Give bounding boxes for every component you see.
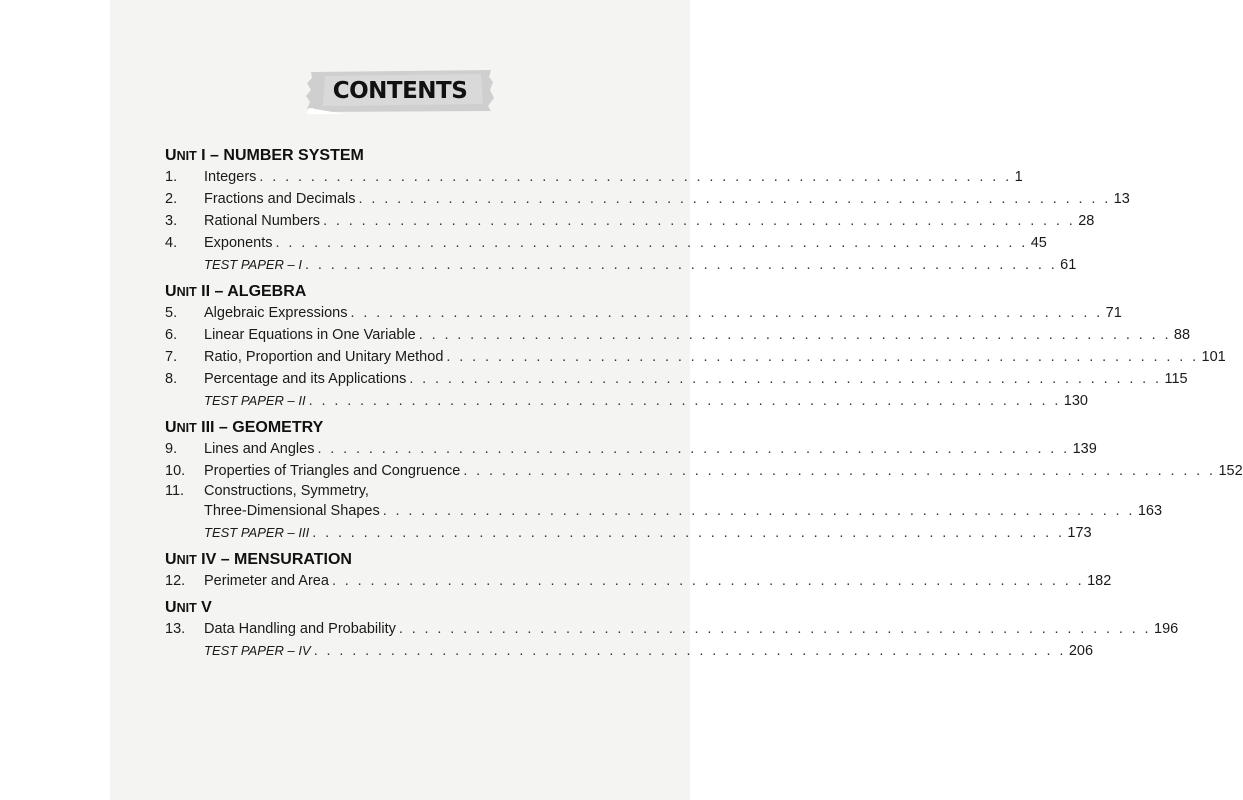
leader-dots: . . . . . . . . . . . . . . . . . . . . . . . . . . . . . . . . . . . . . . . . . . . . . . . . . . . . . . . . . . . [398, 621, 1151, 637]
chapter-entry[interactable] [165, 570, 1112, 592]
chapter-number: 5. [165, 305, 178, 321]
page-number: 45 [1030, 235, 1047, 251]
page-number: 61 [1060, 257, 1077, 273]
leader-dots: . . . . . . . . . . . . . . . . . . . . . . . . . . . . . . . . . . . . . . . . . . . . . . . . . . . . . . . . . . . [312, 525, 1065, 541]
chapter-entry[interactable] [165, 346, 1226, 368]
leader-dots: . . . . . . . . . . . . . . . . . . . . . . . . . . . . . . . . . . . . . . . . . . . . . . . . . . . . . . . . . . . [331, 573, 1085, 589]
chapter-title: Ratio, Proportion and Unitary Method [204, 349, 444, 365]
page-number: 152 [1218, 463, 1243, 479]
unit-prefix: U [165, 551, 177, 568]
chapter-number: 6. [165, 327, 178, 343]
leader-dots: . . . . . . . . . . . . . . . . . . . . . . . . . . . . . . . . . . . . . . . . . . . . . . . . . . . . . . . . . . . [313, 643, 1066, 659]
chapter-entry[interactable] [165, 232, 1047, 254]
page-number: 182 [1087, 573, 1112, 589]
unit-heading [165, 146, 635, 166]
unit-prefix-small: NIT [176, 553, 197, 567]
test-paper-entry[interactable] [165, 254, 1077, 276]
test-paper-entry[interactable] [165, 522, 1092, 544]
leader-dots: . . . . . . . . . . . . . . . . . . . . . . . . . . . . . . . . . . . . . . . . . . . . . . . . . . . . . . . . . . . [463, 463, 1216, 479]
chapter-number: 12. [165, 573, 186, 589]
test-paper-entry[interactable] [165, 640, 1094, 662]
chapter-title: Perimeter and Area [204, 573, 329, 589]
chapter-number: 1. [165, 169, 178, 185]
page-number: 173 [1067, 525, 1092, 541]
chapter-entry[interactable] [165, 324, 1191, 346]
unit-prefix: U [165, 599, 177, 616]
chapter-entry[interactable] [165, 368, 1188, 390]
chapter-title-continued: Three-Dimensional Shapes [204, 503, 380, 519]
chapter-entry[interactable] [165, 210, 1095, 232]
chapter-title: Linear Equations in One Variable [204, 327, 416, 343]
unit-prefix-small: NIT [176, 421, 197, 435]
leader-dots: . . . . . . . . . . . . . . . . . . . . . . . . . . . . . . . . . . . . . . . . . . . . . . . . . . . . . . . . . . . [350, 305, 1103, 321]
page-number: 88 [1173, 327, 1191, 343]
chapter-title: Constructions, Symmetry, [204, 483, 369, 499]
chapter-number: 8. [165, 371, 178, 387]
leader-dots: . . . . . . . . . . . . . . . . . . . . . . . . . . . . . . . . . . . . . . . . . . . . . . . . . . . . . . . . . . . [275, 235, 1028, 251]
leader-dots: . . . . . . . . . . . . . . . . . . . . . . . . . . . . . . . . . . . . . . . . . . . . . . . . . . . . . . . . . . . [317, 441, 1070, 457]
unit-prefix-small: NIT [176, 149, 197, 163]
test-paper-entry[interactable] [165, 390, 1088, 412]
chapter-entry[interactable] [165, 188, 1130, 210]
unit-prefix: U [165, 283, 177, 300]
chapter-title: TEST PAPER – III [204, 525, 310, 540]
page-number: 13 [1113, 191, 1130, 207]
page-number: 139 [1072, 441, 1097, 457]
chapter-number: 2. [165, 191, 178, 207]
chapter-title: Fractions and Decimals [204, 191, 356, 207]
unit-heading [165, 550, 635, 570]
chapter-title: Rational Numbers [204, 213, 321, 229]
page-number: 1 [1014, 169, 1023, 185]
chapter-title: Data Handling and Probability [204, 621, 396, 637]
chapter-number: 9. [165, 441, 178, 457]
leader-dots: . . . . . . . . . . . . . . . . . . . . . . . . . . . . . . . . . . . . . . . . . . . . . . . . . . . . . . . . . . . [358, 191, 1111, 207]
chapter-title: Percentage and its Applications [204, 371, 407, 387]
chapter-title: Lines and Angles [204, 441, 315, 457]
page-title: CONTENTS [332, 78, 468, 104]
unit-heading [165, 598, 635, 618]
chapter-entry[interactable] [165, 618, 1179, 640]
chapter-title: Integers [204, 169, 257, 185]
chapter-entry[interactable] [165, 438, 1097, 460]
chapter-entry[interactable] [165, 302, 1122, 324]
chapter-entry-continued[interactable] [165, 500, 1163, 522]
leader-dots: . . . . . . . . . . . . . . . . . . . . . . . . . . . . . . . . . . . . . . . . . . . . . . . . . . . . . . . . . . . [446, 349, 1199, 365]
leader-dots: . . . . . . . . . . . . . . . . . . . . . . . . . . . . . . . . . . . . . . . . . . . . . . . . . . . . . . . . . . . [418, 327, 1171, 343]
leader-dots: . . . . . . . . . . . . . . . . . . . . . . . . . . . . . . . . . . . . . . . . . . . . . . . . . . . . . . . . . . . [382, 503, 1135, 519]
leader-dots: . . . . . . . . . . . . . . . . . . . . . . . . . . . . . . . . . . . . . . . . . . . . . . . . . . . . . . . . . . . [259, 169, 1012, 185]
page-number: 101 [1201, 349, 1226, 365]
leader-dots: . . . . . . . . . . . . . . . . . . . . . . . . . . . . . . . . . . . . . . . . . . . . . . . . . . . . . . . . . . . [409, 371, 1162, 387]
table-of-contents [165, 146, 1243, 662]
page-number: 130 [1063, 393, 1088, 409]
chapter-entry[interactable] [165, 166, 1023, 188]
chapter-number: 7. [165, 349, 178, 365]
chapter-title: Properties of Triangles and Congruence [204, 463, 461, 479]
unit-title: IV – MENSURATION [196, 551, 352, 568]
unit-prefix: U [165, 419, 177, 436]
unit-title: II – ALGEBRA [196, 283, 307, 300]
chapter-title: TEST PAPER – IV [204, 643, 311, 658]
chapter-number: 11. [165, 483, 185, 499]
unit-prefix-small: NIT [176, 601, 197, 615]
leader-dots: . . . . . . . . . . . . . . . . . . . . . . . . . . . . . . . . . . . . . . . . . . . . . . . . . . . . . . . . . . . [323, 213, 1076, 229]
chapter-title: TEST PAPER – I [204, 257, 303, 272]
chapter-number: 4. [165, 235, 178, 251]
chapter-number: 13. [165, 621, 186, 637]
unit-title: III – GEOMETRY [196, 419, 324, 436]
page-number: 71 [1105, 305, 1122, 321]
unit-heading [165, 418, 635, 438]
leader-dots: . . . . . . . . . . . . . . . . . . . . . . . . . . . . . . . . . . . . . . . . . . . . . . . . . . . . . . . . . . . [305, 257, 1058, 273]
page-number: 28 [1078, 213, 1095, 229]
unit-title: V [196, 599, 212, 616]
chapter-number: 3. [165, 213, 178, 229]
chapter-entry[interactable] [165, 460, 1243, 482]
chapter-number: 10. [165, 463, 186, 479]
contents-banner [305, 68, 495, 114]
page-number: 163 [1137, 503, 1163, 519]
leader-dots: . . . . . . . . . . . . . . . . . . . . . . . . . . . . . . . . . . . . . . . . . . . . . . . . . . . . . . . . . . . [308, 393, 1061, 409]
page-number: 206 [1068, 643, 1094, 659]
chapter-entry[interactable] [165, 482, 635, 500]
unit-heading [165, 282, 635, 302]
page-number: 115 [1164, 371, 1188, 387]
chapter-title: Exponents [204, 235, 273, 251]
unit-title: I – NUMBER SYSTEM [196, 147, 364, 164]
unit-prefix: U [165, 147, 177, 164]
chapter-title: Algebraic Expressions [204, 305, 348, 321]
unit-prefix-small: NIT [176, 285, 197, 299]
chapter-title: TEST PAPER – II [204, 393, 306, 408]
page-number: 196 [1154, 621, 1179, 637]
